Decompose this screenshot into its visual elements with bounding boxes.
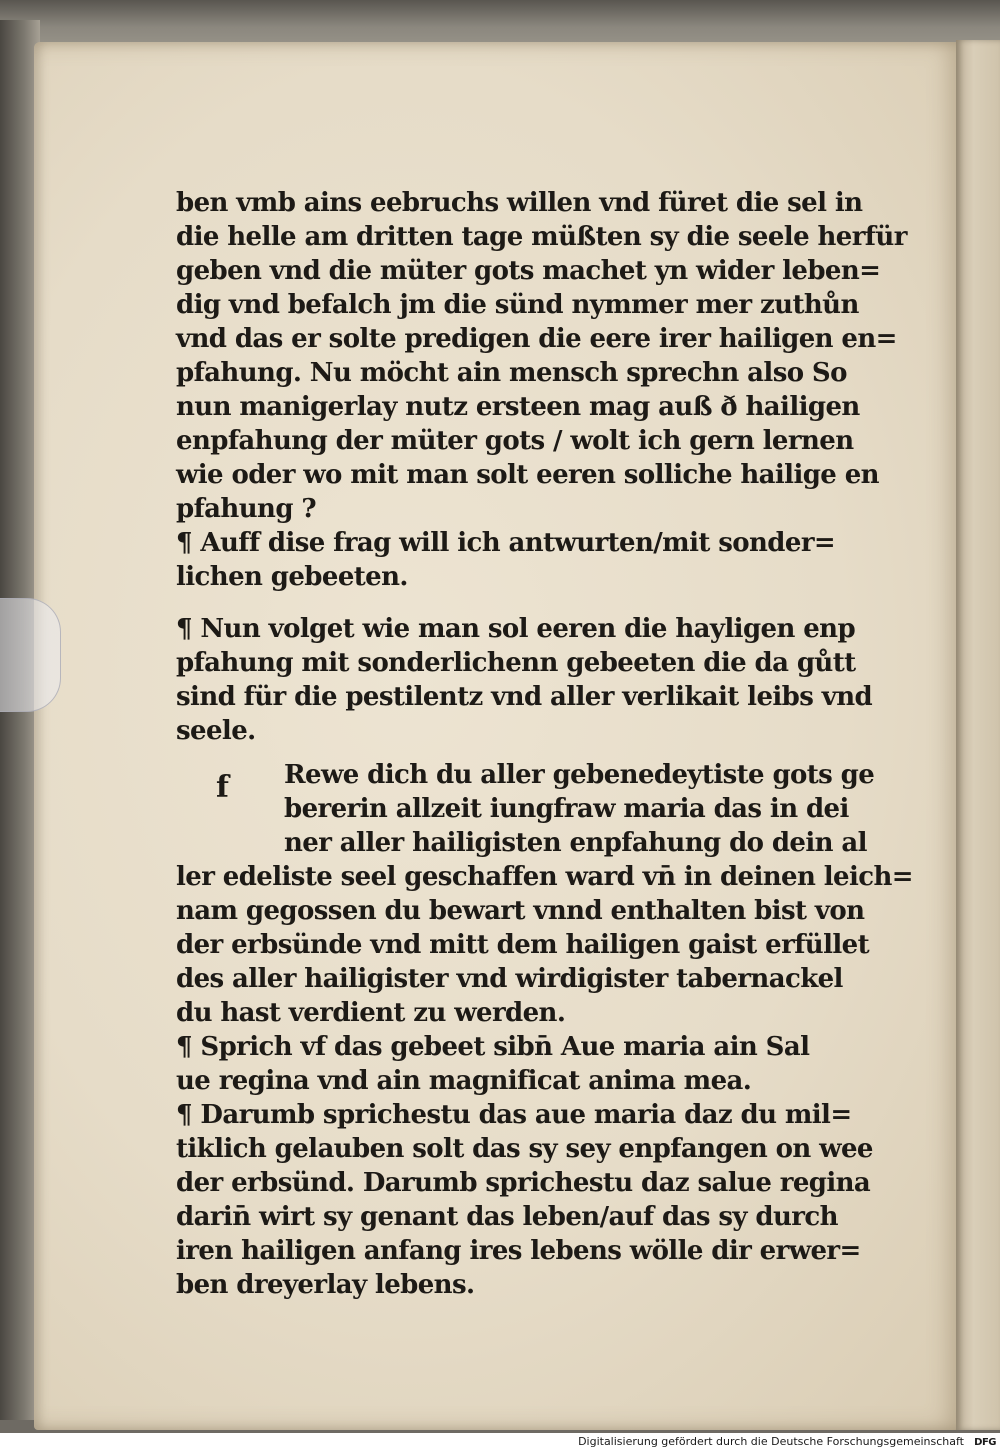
text-line: enpfahung der müter gots / wolt ich gern lernen <box>176 426 854 456</box>
facing-page-edge <box>956 40 1000 1430</box>
text-line: sind für die pestilentz vnd aller verlikait leibs vnd <box>176 682 873 712</box>
text-line: wie oder wo mit man solt eeren solliche hailige en <box>176 460 879 490</box>
text-line: darin̄ wirt sy genant das leben/auf das sy durch <box>176 1202 838 1232</box>
text-line: ¶ Nun volget wie man sol eeren die hayligen enp <box>176 614 856 644</box>
text-line: ue regina vnd ain magnificat anima mea. <box>176 1066 752 1096</box>
footer-credit: Digitalisierung gefördert durch die Deutsche Forschungsgemeinschaft <box>578 1435 964 1448</box>
text-line: der erbsünd. Darumb sprichestu daz salue regina <box>176 1168 871 1198</box>
text-line: ¶ Auff dise frag will ich antwurten/mit sonder= <box>176 528 836 558</box>
text-line: du hast verdient zu werden. <box>176 998 566 1028</box>
text-line: ben vmb ains eebruchs willen vnd füret die sel in <box>176 188 863 218</box>
text-line: ¶ Darumb sprichestu das aue maria daz du mil= <box>176 1100 852 1130</box>
text-line: pfahung ? <box>176 494 316 524</box>
text-line: die helle am dritten tage müßten sy die seele herfür <box>176 222 907 252</box>
text-line: ner aller hailigisten enpfahung do dein al <box>284 828 867 858</box>
text-line: nam gegossen du bewart vnnd enthalten bist von <box>176 896 865 926</box>
text-line: ben dreyerlay lebens. <box>176 1270 475 1300</box>
text-line: Rewe dich du aller gebenedeytiste gots ge <box>284 760 875 790</box>
dfg-logo: DFG <box>974 1437 996 1448</box>
footer-bar <box>0 1433 1000 1449</box>
text-line: iren hailigen anfang ires lebens wölle dir erwer= <box>176 1236 861 1266</box>
text-line: tiklich gelauben solt das sy sey enpfangen on wee <box>176 1134 873 1164</box>
text-line: ler edeliste seel geschaffen ward vn̄ in deinen leich= <box>176 862 913 892</box>
text-line: vnd das er solte predigen die eere irer hailigen en= <box>176 324 897 354</box>
text-line: dig vnd befalch jm die sünd nymmer mer zuthůn <box>176 290 859 320</box>
initial-letter: f <box>216 770 229 805</box>
text-line: der erbsünde vnd mitt dem hailigen gaist erfüllet <box>176 930 869 960</box>
text-line: bererin allzeit iungfraw maria das in dei <box>284 794 849 824</box>
text-line: lichen gebeeten. <box>176 562 408 592</box>
text-line: nun manigerlay nutz ersteen mag auß ð hailigen <box>176 392 860 422</box>
text-line: seele. <box>176 716 256 746</box>
text-line: ¶ Sprich vf das gebeet sibn̄ Aue maria ain Sal <box>176 1032 810 1062</box>
text-line: des aller hailigister vnd wirdigister tabernackel <box>176 964 843 994</box>
text-line: geben vnd die müter gots machet yn wider leben= <box>176 256 881 286</box>
text-line: pfahung. Nu möcht ain mensch sprechn also So <box>176 358 847 388</box>
text-line: pfahung mit sonderlichenn gebeeten die da gůtt <box>176 648 856 678</box>
page-marker-tab <box>0 598 61 712</box>
